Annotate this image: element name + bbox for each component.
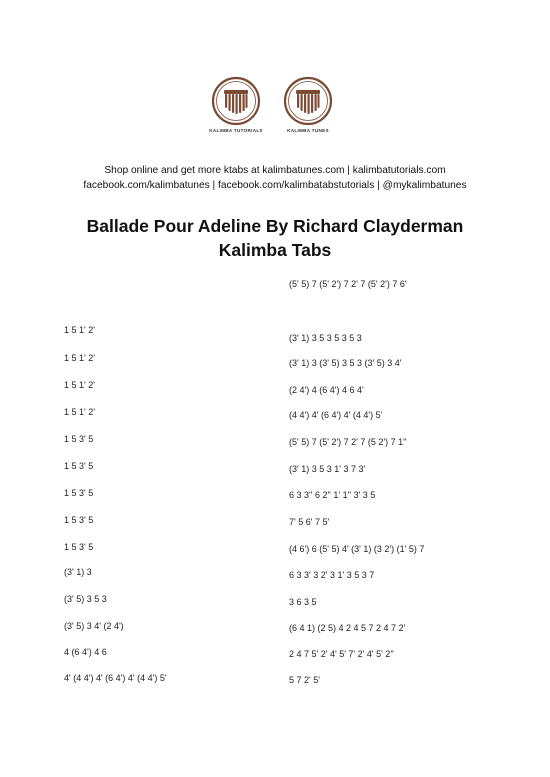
tab-line: (2 4') 4 (6 4') 4 6 4': [289, 385, 364, 395]
title-line-song: Ballade Pour Adeline By Richard Clayderman: [86, 216, 464, 236]
tab-line: (3' 1) 3 (3' 5) 3 5 3 (3' 5) 3 4': [289, 358, 402, 368]
kalimba-icon: [283, 76, 333, 126]
tab-line: 5 7 2' 5': [289, 675, 320, 685]
tab-line: 1 5 1' 2': [64, 353, 95, 363]
tab-line: (4 6') 6 (5' 5) 4' (3' 1) (3 2') (1' 5) 7: [289, 544, 425, 554]
tab-line: 1 5 1' 2': [64, 407, 95, 417]
tab-line: 1 5 3' 5: [64, 488, 94, 498]
tab-line: 6 3 3' 3 2' 3 1' 3 5 3 7: [289, 570, 375, 580]
tab-line: (3' 1) 3: [64, 567, 92, 577]
tab-line: 1 5 1' 2': [64, 380, 95, 390]
tab-line: (4 4') 4' (6 4') 4' (4 4') 5': [289, 410, 383, 420]
kalimba-tunes-logo: [275, 76, 341, 133]
logo-label: KALIMBA TUNES: [287, 128, 329, 133]
tab-line: 1 5 3' 5: [64, 434, 94, 444]
tab-line: (3' 5) 3 4' (2 4'): [64, 621, 124, 631]
logo-label: KALIMBA TUTORIALS: [209, 128, 263, 133]
tab-line: 1 5 3' 5: [64, 542, 94, 552]
tab-line: 1 5 1' 2': [64, 325, 95, 335]
kalimba-tutorials-logo: [203, 76, 269, 133]
tab-line: (3' 1) 3 5 3 5 3 5 3: [289, 333, 362, 343]
tab-line: 1 5 3' 5: [64, 515, 94, 525]
tab-line: 6 3 3'' 6 2'' 1' 1'' 3' 3 5: [289, 490, 376, 500]
page-title: [0, 214, 550, 262]
tab-line: 1 5 3' 5: [64, 461, 94, 471]
header-line-social: facebook.com/kalimbatunes | facebook.com/kalimbatabstutorials | @mykalimbatunes: [83, 180, 467, 191]
kalimba-icon: [211, 76, 261, 126]
logo-row: [0, 76, 550, 142]
header-line-shop: Shop online and get more ktabs at kalimbatunes.com | kalimbatutorials.com: [104, 165, 446, 176]
tab-line: 7' 5 6' 7 5': [289, 517, 330, 527]
title-line-subtitle: Kalimba Tabs: [218, 240, 332, 260]
tab-line: (6 4 1) (2 5) 4 2 4 5 7 2 4 7 2': [289, 623, 406, 633]
tab-line: 3 6 3 5: [289, 597, 317, 607]
tab-line: 4 (6 4') 4 6: [64, 647, 107, 657]
tab-line: (3' 1) 3 5 3 1' 3 7 3': [289, 464, 366, 474]
tab-line: (3' 5) 3 5 3: [64, 594, 107, 604]
header-links: [0, 163, 550, 193]
tab-line: (5' 5) 7 (5' 2') 7 2' 7 (5' 2') 7 6': [289, 279, 407, 289]
tab-line: (5' 5) 7 (5' 2') 7 2' 7 (5 2') 7 1'': [289, 437, 407, 447]
tab-line: 4' (4 4') 4' (6 4') 4' (4 4') 5': [64, 673, 167, 683]
tab-line: 2 4 7 5' 2' 4' 5' 7' 2' 4' 5' 2'': [289, 649, 394, 659]
